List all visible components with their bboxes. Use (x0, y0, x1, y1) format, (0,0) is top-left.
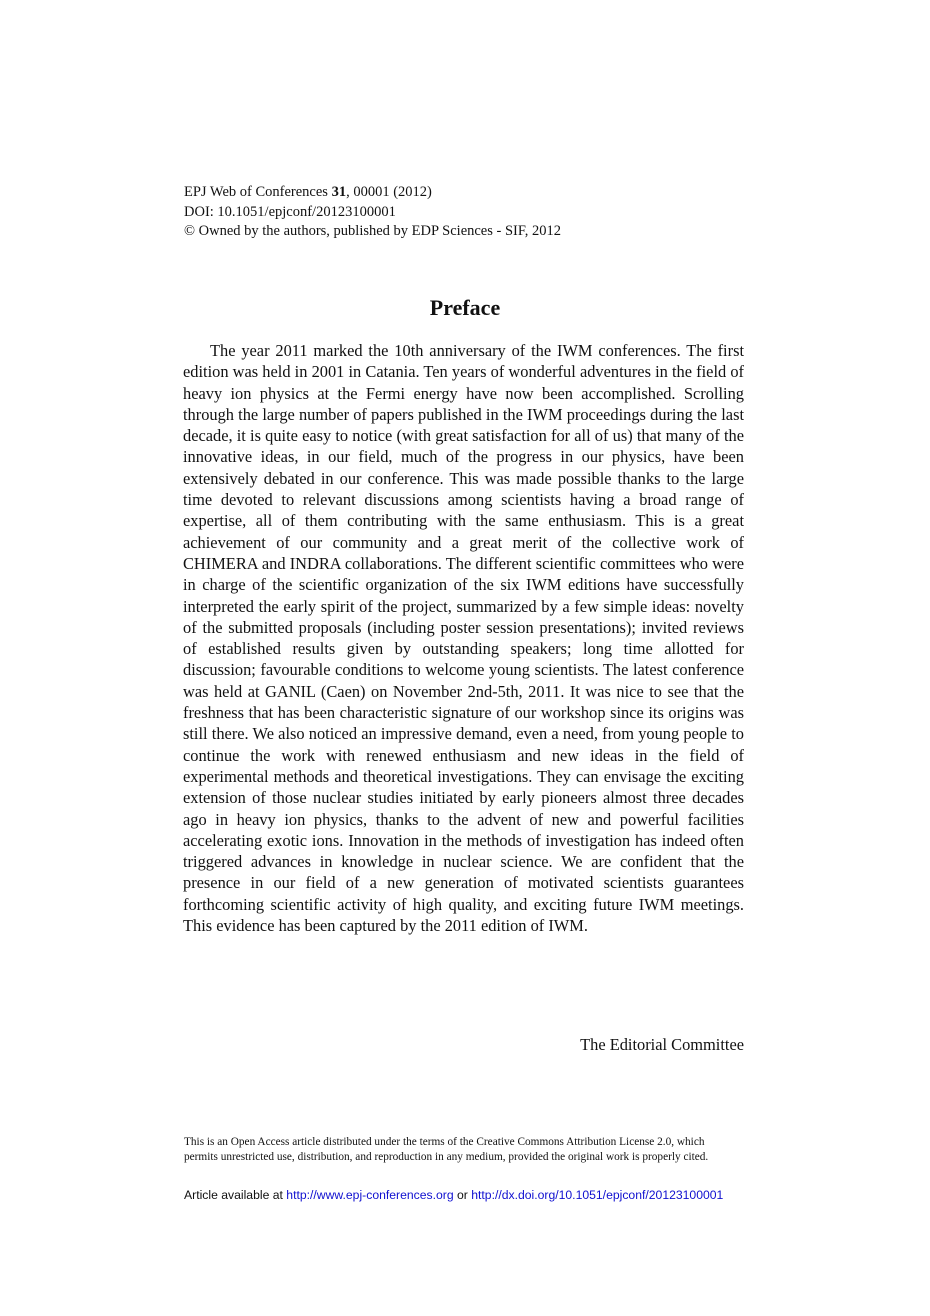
journal-citation (184, 183, 784, 203)
copyright: © Owned by the authors, published by EDP Sciences - SIF, 2012 (184, 223, 562, 239)
preface-paragraph: The year 2011 marked the 10th anniversary of the IWM conferences. The first edition was held in 2001 in Catania. Ten years of wonderful adventures in the field of heavy ion physics at the Fermi energy have now been accomplished. Scrolling through the large number of papers published in the IWM proceedings during the last decade, it is quite easy to notice (with great satisfaction for all of us) that many of the innovative ideas, in our field, much of the progress in our physics, have been extensively debated in our conference. This was made possible thanks to the large time devoted to relevant discussions among scientists having a broad range of expertise, all of them contributing with the same enthusiasm. This is a great achievement of our community and a great merit of the collective work of CHIMERA and INDRA collaborations. The different scientific committees who were in charge of the scientific organization of the six IWM editions have successfully interpreted the early spirit of the project, summarized by a few simple ideas: novelty of the submitted proposals (including poster session presentations); invited reviews of established results given by outstanding speakers; long time allotted for discussion; favourable conditions to welcome young scientists. The latest conference was held at GANIL (Caen) on November 2nd-5th, 2011. It was nice to see that the freshness that has been characteristic signature of our workshop since its origins was still there. We also noticed an impressive demand, even a need, from young people to continue the work with renewed enthusiasm and new ideas in the field of experimental methods and theoretical investigations. They can envisage the exciting extension of those nuclear studies initiated by early pioneers almost three decades ago in heavy ion physics, thanks to the advent of new and powerful facilities accelerating exotic ions. Innovation in the methods of investigation has indeed often triggered advances in knowledge in nuclear science. We are confident that the presence in our field of a new generation of motivated scientists guarantees forthcoming scientific activity of high quality, and exciting future IWM meetings. This evidence has been captured by the 2011 edition of IWM. (183, 341, 744, 936)
article-number: , 00001 (2012) (346, 184, 432, 200)
epj-conferences-link[interactable]: http://www.epj-conferences.org (286, 1188, 454, 1202)
preface-body (183, 340, 744, 936)
doi: DOI: 10.1051/epjconf/20123100001 (184, 203, 396, 220)
page-title: Preface (429, 295, 501, 320)
license-notice (184, 1135, 746, 1165)
signature: The Editorial Committee (580, 1035, 744, 1054)
availability-line (184, 1187, 723, 1203)
journal-name: EPJ Web of Conferences (184, 184, 332, 200)
license-line-2: permits unrestricted use, distribution, and reproduction in any medium, provided the original work is properly cited. (184, 1151, 709, 1163)
journal-volume: 31 (331, 184, 347, 200)
page-header (184, 183, 784, 242)
availability-prefix: Article available at (184, 1188, 287, 1202)
doi-link[interactable]: http://dx.doi.org/10.1051/epjconf/20123100001 (471, 1188, 724, 1202)
availability-or: or (453, 1188, 472, 1202)
license-line-1: This is an Open Access article distributed under the terms of the Creative Commons Attribution License 2.0, which (184, 1136, 705, 1148)
